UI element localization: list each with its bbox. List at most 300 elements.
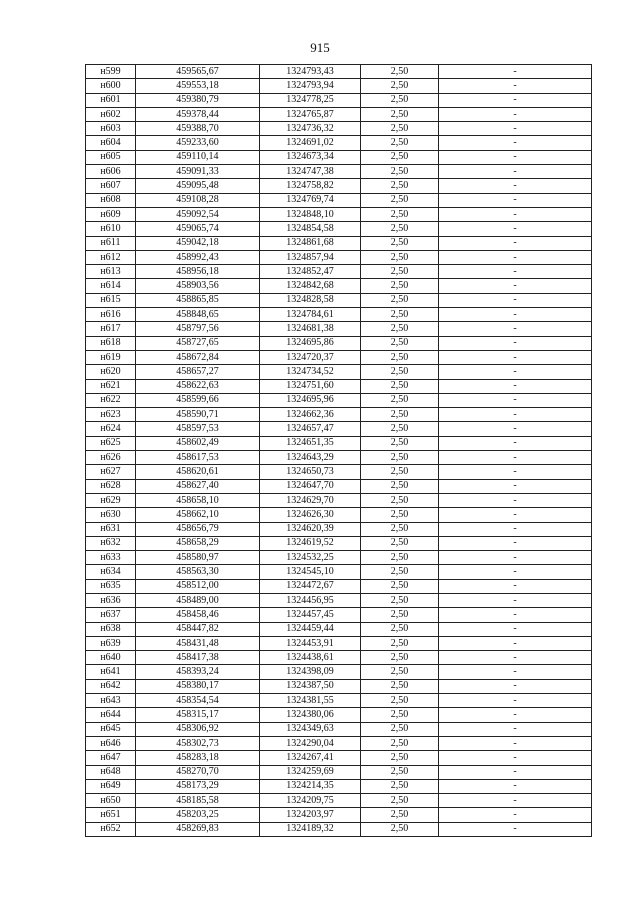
- point-id-cell: н640: [86, 651, 136, 665]
- y-coordinate-cell: 1324290,04: [260, 736, 361, 750]
- accuracy-cell: 2,50: [361, 250, 439, 264]
- y-coordinate-cell: 1324695,86: [260, 336, 361, 350]
- note-cell: -: [439, 122, 592, 136]
- note-cell: -: [439, 593, 592, 607]
- x-coordinate-cell: 458627,40: [136, 479, 260, 493]
- x-coordinate-cell: 458658,29: [136, 536, 260, 550]
- table-row: [86, 65, 592, 79]
- x-coordinate-cell: 459042,18: [136, 236, 260, 250]
- x-coordinate-cell: 459553,18: [136, 79, 260, 93]
- y-coordinate-cell: 1324203,97: [260, 808, 361, 822]
- accuracy-cell: 2,50: [361, 565, 439, 579]
- x-coordinate-cell: 458658,10: [136, 493, 260, 507]
- accuracy-cell: 2,50: [361, 636, 439, 650]
- table-row: [86, 393, 592, 407]
- accuracy-cell: 2,50: [361, 579, 439, 593]
- note-cell: -: [439, 493, 592, 507]
- note-cell: -: [439, 136, 592, 150]
- x-coordinate-cell: 458431,48: [136, 636, 260, 650]
- accuracy-cell: 2,50: [361, 736, 439, 750]
- point-id-cell: н650: [86, 794, 136, 808]
- y-coordinate-cell: 1324651,35: [260, 436, 361, 450]
- accuracy-cell: 2,50: [361, 193, 439, 207]
- point-id-cell: н652: [86, 822, 136, 836]
- note-cell: -: [439, 622, 592, 636]
- y-coordinate-cell: 1324734,52: [260, 365, 361, 379]
- point-id-cell: н612: [86, 250, 136, 264]
- y-coordinate-cell: 1324453,91: [260, 636, 361, 650]
- point-id-cell: н611: [86, 236, 136, 250]
- table-row: [86, 694, 592, 708]
- x-coordinate-cell: 458283,18: [136, 751, 260, 765]
- point-id-cell: н648: [86, 765, 136, 779]
- y-coordinate-cell: 1324784,61: [260, 308, 361, 322]
- note-cell: -: [439, 350, 592, 364]
- accuracy-cell: 2,50: [361, 808, 439, 822]
- point-id-cell: н637: [86, 608, 136, 622]
- y-coordinate-cell: 1324438,61: [260, 651, 361, 665]
- accuracy-cell: 2,50: [361, 179, 439, 193]
- y-coordinate-cell: 1324758,82: [260, 179, 361, 193]
- accuracy-cell: 2,50: [361, 508, 439, 522]
- table-row: [86, 79, 592, 93]
- point-id-cell: н599: [86, 65, 136, 79]
- point-id-cell: н638: [86, 622, 136, 636]
- point-id-cell: н620: [86, 365, 136, 379]
- x-coordinate-cell: 458489,00: [136, 593, 260, 607]
- point-id-cell: н600: [86, 79, 136, 93]
- point-id-cell: н631: [86, 522, 136, 536]
- accuracy-cell: 2,50: [361, 93, 439, 107]
- accuracy-cell: 2,50: [361, 679, 439, 693]
- accuracy-cell: 2,50: [361, 308, 439, 322]
- accuracy-cell: 2,50: [361, 593, 439, 607]
- accuracy-cell: 2,50: [361, 608, 439, 622]
- table-row: [86, 751, 592, 765]
- x-coordinate-cell: 458306,92: [136, 722, 260, 736]
- table-row: [86, 193, 592, 207]
- table-row: [86, 536, 592, 550]
- table-row: [86, 451, 592, 465]
- table-row: [86, 479, 592, 493]
- point-id-cell: н606: [86, 165, 136, 179]
- table-row: [86, 308, 592, 322]
- point-id-cell: н622: [86, 393, 136, 407]
- point-id-cell: н627: [86, 465, 136, 479]
- note-cell: -: [439, 436, 592, 450]
- table-row: [86, 779, 592, 793]
- x-coordinate-cell: 459065,74: [136, 222, 260, 236]
- note-cell: -: [439, 608, 592, 622]
- table-row: [86, 179, 592, 193]
- point-id-cell: н607: [86, 179, 136, 193]
- y-coordinate-cell: 1324695,96: [260, 393, 361, 407]
- y-coordinate-cell: 1324848,10: [260, 207, 361, 221]
- x-coordinate-cell: 458865,85: [136, 293, 260, 307]
- table-row: [86, 279, 592, 293]
- y-coordinate-cell: 1324662,36: [260, 408, 361, 422]
- note-cell: -: [439, 508, 592, 522]
- table-row: [86, 236, 592, 250]
- point-id-cell: н605: [86, 150, 136, 164]
- y-coordinate-cell: 1324456,95: [260, 593, 361, 607]
- point-id-cell: н632: [86, 536, 136, 550]
- point-id-cell: н625: [86, 436, 136, 450]
- y-coordinate-cell: 1324189,32: [260, 822, 361, 836]
- note-cell: -: [439, 365, 592, 379]
- note-cell: -: [439, 150, 592, 164]
- x-coordinate-cell: 458602,49: [136, 436, 260, 450]
- accuracy-cell: 2,50: [361, 165, 439, 179]
- x-coordinate-cell: 458622,63: [136, 379, 260, 393]
- table-row: [86, 565, 592, 579]
- table-row: [86, 651, 592, 665]
- accuracy-cell: 2,50: [361, 779, 439, 793]
- table-row: [86, 165, 592, 179]
- table-row: [86, 508, 592, 522]
- accuracy-cell: 2,50: [361, 136, 439, 150]
- accuracy-cell: 2,50: [361, 522, 439, 536]
- y-coordinate-cell: 1324828,58: [260, 293, 361, 307]
- note-cell: -: [439, 322, 592, 336]
- x-coordinate-cell: 458315,17: [136, 708, 260, 722]
- x-coordinate-cell: 458848,65: [136, 308, 260, 322]
- table-row: [86, 722, 592, 736]
- note-cell: -: [439, 451, 592, 465]
- accuracy-cell: 2,50: [361, 207, 439, 221]
- table-row: [86, 665, 592, 679]
- accuracy-cell: 2,50: [361, 150, 439, 164]
- accuracy-cell: 2,50: [361, 365, 439, 379]
- y-coordinate-cell: 1324398,09: [260, 665, 361, 679]
- x-coordinate-cell: 458458,46: [136, 608, 260, 622]
- point-id-cell: н623: [86, 408, 136, 422]
- x-coordinate-cell: 458270,70: [136, 765, 260, 779]
- note-cell: -: [439, 379, 592, 393]
- table-row: [86, 122, 592, 136]
- table-row: [86, 708, 592, 722]
- accuracy-cell: 2,50: [361, 222, 439, 236]
- point-id-cell: н642: [86, 679, 136, 693]
- point-id-cell: н604: [86, 136, 136, 150]
- x-coordinate-cell: 458580,97: [136, 551, 260, 565]
- note-cell: -: [439, 579, 592, 593]
- note-cell: -: [439, 794, 592, 808]
- x-coordinate-cell: 459108,28: [136, 193, 260, 207]
- note-cell: -: [439, 236, 592, 250]
- y-coordinate-cell: 1324214,35: [260, 779, 361, 793]
- x-coordinate-cell: 458185,58: [136, 794, 260, 808]
- point-id-cell: н626: [86, 451, 136, 465]
- accuracy-cell: 2,50: [361, 622, 439, 636]
- table-row: [86, 822, 592, 836]
- x-coordinate-cell: 458447,82: [136, 622, 260, 636]
- note-cell: -: [439, 93, 592, 107]
- x-coordinate-cell: 459388,70: [136, 122, 260, 136]
- y-coordinate-cell: 1324457,45: [260, 608, 361, 622]
- x-coordinate-cell: 458173,29: [136, 779, 260, 793]
- accuracy-cell: 2,50: [361, 422, 439, 436]
- table-row: [86, 150, 592, 164]
- y-coordinate-cell: 1324657,47: [260, 422, 361, 436]
- accuracy-cell: 2,50: [361, 493, 439, 507]
- x-coordinate-cell: 458656,79: [136, 522, 260, 536]
- note-cell: -: [439, 479, 592, 493]
- note-cell: -: [439, 193, 592, 207]
- x-coordinate-cell: 458992,43: [136, 250, 260, 264]
- note-cell: -: [439, 779, 592, 793]
- x-coordinate-cell: 458512,00: [136, 579, 260, 593]
- point-id-cell: н635: [86, 579, 136, 593]
- x-coordinate-cell: 459565,67: [136, 65, 260, 79]
- note-cell: -: [439, 250, 592, 264]
- y-coordinate-cell: 1324629,70: [260, 493, 361, 507]
- table-row: [86, 551, 592, 565]
- x-coordinate-cell: 458672,84: [136, 350, 260, 364]
- note-cell: -: [439, 765, 592, 779]
- accuracy-cell: 2,50: [361, 408, 439, 422]
- note-cell: -: [439, 651, 592, 665]
- table-row: [86, 765, 592, 779]
- y-coordinate-cell: 1324259,69: [260, 765, 361, 779]
- point-id-cell: н628: [86, 479, 136, 493]
- accuracy-cell: 2,50: [361, 279, 439, 293]
- table-row: [86, 250, 592, 264]
- x-coordinate-cell: 458393,24: [136, 665, 260, 679]
- accuracy-cell: 2,50: [361, 765, 439, 779]
- y-coordinate-cell: 1324765,87: [260, 107, 361, 121]
- note-cell: -: [439, 107, 592, 121]
- y-coordinate-cell: 1324459,44: [260, 622, 361, 636]
- table-row: [86, 293, 592, 307]
- y-coordinate-cell: 1324793,43: [260, 65, 361, 79]
- x-coordinate-cell: 458797,56: [136, 322, 260, 336]
- accuracy-cell: 2,50: [361, 479, 439, 493]
- table-row: [86, 265, 592, 279]
- point-id-cell: н602: [86, 107, 136, 121]
- y-coordinate-cell: 1324857,94: [260, 250, 361, 264]
- x-coordinate-cell: 458597,53: [136, 422, 260, 436]
- table-row: [86, 736, 592, 750]
- y-coordinate-cell: 1324545,10: [260, 565, 361, 579]
- x-coordinate-cell: 459095,48: [136, 179, 260, 193]
- table-row: [86, 636, 592, 650]
- table-row: [86, 622, 592, 636]
- note-cell: -: [439, 279, 592, 293]
- note-cell: -: [439, 636, 592, 650]
- y-coordinate-cell: 1324778,25: [260, 93, 361, 107]
- accuracy-cell: 2,50: [361, 236, 439, 250]
- x-coordinate-cell: 459378,44: [136, 107, 260, 121]
- x-coordinate-cell: 458727,65: [136, 336, 260, 350]
- y-coordinate-cell: 1324691,02: [260, 136, 361, 150]
- point-id-cell: н610: [86, 222, 136, 236]
- point-id-cell: н647: [86, 751, 136, 765]
- table-row: [86, 679, 592, 693]
- accuracy-cell: 2,50: [361, 822, 439, 836]
- point-id-cell: н614: [86, 279, 136, 293]
- note-cell: -: [439, 165, 592, 179]
- note-cell: -: [439, 293, 592, 307]
- point-id-cell: н643: [86, 694, 136, 708]
- x-coordinate-cell: 458590,71: [136, 408, 260, 422]
- accuracy-cell: 2,50: [361, 293, 439, 307]
- point-id-cell: н639: [86, 636, 136, 650]
- table-row: [86, 222, 592, 236]
- accuracy-cell: 2,50: [361, 122, 439, 136]
- x-coordinate-cell: 458599,66: [136, 393, 260, 407]
- note-cell: -: [439, 522, 592, 536]
- note-cell: -: [439, 808, 592, 822]
- note-cell: -: [439, 207, 592, 221]
- y-coordinate-cell: 1324267,41: [260, 751, 361, 765]
- accuracy-cell: 2,50: [361, 651, 439, 665]
- point-id-cell: н601: [86, 93, 136, 107]
- point-id-cell: н609: [86, 207, 136, 221]
- accuracy-cell: 2,50: [361, 722, 439, 736]
- y-coordinate-cell: 1324209,75: [260, 794, 361, 808]
- y-coordinate-cell: 1324387,50: [260, 679, 361, 693]
- accuracy-cell: 2,50: [361, 794, 439, 808]
- y-coordinate-cell: 1324643,29: [260, 451, 361, 465]
- accuracy-cell: 2,50: [361, 465, 439, 479]
- table-row: [86, 93, 592, 107]
- table-row: [86, 107, 592, 121]
- x-coordinate-cell: 459380,79: [136, 93, 260, 107]
- table-row: [86, 465, 592, 479]
- y-coordinate-cell: 1324842,68: [260, 279, 361, 293]
- point-id-cell: н621: [86, 379, 136, 393]
- x-coordinate-cell: 458662,10: [136, 508, 260, 522]
- note-cell: -: [439, 265, 592, 279]
- y-coordinate-cell: 1324619,52: [260, 536, 361, 550]
- point-id-cell: н633: [86, 551, 136, 565]
- point-id-cell: н624: [86, 422, 136, 436]
- point-id-cell: н615: [86, 293, 136, 307]
- point-id-cell: н644: [86, 708, 136, 722]
- point-id-cell: н641: [86, 665, 136, 679]
- table-row: [86, 136, 592, 150]
- y-coordinate-cell: 1324852,47: [260, 265, 361, 279]
- accuracy-cell: 2,50: [361, 322, 439, 336]
- x-coordinate-cell: 458903,56: [136, 279, 260, 293]
- note-cell: -: [439, 551, 592, 565]
- note-cell: -: [439, 422, 592, 436]
- x-coordinate-cell: 459092,54: [136, 207, 260, 221]
- y-coordinate-cell: 1324349,63: [260, 722, 361, 736]
- point-id-cell: н636: [86, 593, 136, 607]
- x-coordinate-cell: 458657,27: [136, 365, 260, 379]
- x-coordinate-cell: 458302,73: [136, 736, 260, 750]
- note-cell: -: [439, 736, 592, 750]
- x-coordinate-cell: 458620,61: [136, 465, 260, 479]
- x-coordinate-cell: 458380,17: [136, 679, 260, 693]
- point-id-cell: н646: [86, 736, 136, 750]
- note-cell: -: [439, 708, 592, 722]
- point-id-cell: н629: [86, 493, 136, 507]
- y-coordinate-cell: 1324673,34: [260, 150, 361, 164]
- table-row: [86, 336, 592, 350]
- x-coordinate-cell: 458956,18: [136, 265, 260, 279]
- note-cell: -: [439, 179, 592, 193]
- table-row: [86, 493, 592, 507]
- note-cell: -: [439, 665, 592, 679]
- note-cell: -: [439, 393, 592, 407]
- note-cell: -: [439, 536, 592, 550]
- accuracy-cell: 2,50: [361, 379, 439, 393]
- x-coordinate-cell: 458354,54: [136, 694, 260, 708]
- accuracy-cell: 2,50: [361, 393, 439, 407]
- y-coordinate-cell: 1324747,38: [260, 165, 361, 179]
- accuracy-cell: 2,50: [361, 665, 439, 679]
- note-cell: -: [439, 222, 592, 236]
- point-id-cell: н630: [86, 508, 136, 522]
- accuracy-cell: 2,50: [361, 751, 439, 765]
- point-id-cell: н616: [86, 308, 136, 322]
- y-coordinate-cell: 1324381,55: [260, 694, 361, 708]
- x-coordinate-cell: 458563,30: [136, 565, 260, 579]
- y-coordinate-cell: 1324620,39: [260, 522, 361, 536]
- accuracy-cell: 2,50: [361, 107, 439, 121]
- accuracy-cell: 2,50: [361, 436, 439, 450]
- note-cell: -: [439, 565, 592, 579]
- y-coordinate-cell: 1324769,74: [260, 193, 361, 207]
- accuracy-cell: 2,50: [361, 350, 439, 364]
- table-row: [86, 608, 592, 622]
- table-row: [86, 593, 592, 607]
- accuracy-cell: 2,50: [361, 336, 439, 350]
- note-cell: -: [439, 408, 592, 422]
- point-id-cell: н618: [86, 336, 136, 350]
- x-coordinate-cell: 458269,83: [136, 822, 260, 836]
- point-id-cell: н645: [86, 722, 136, 736]
- point-id-cell: н649: [86, 779, 136, 793]
- note-cell: -: [439, 694, 592, 708]
- table-row: [86, 579, 592, 593]
- y-coordinate-cell: 1324472,67: [260, 579, 361, 593]
- y-coordinate-cell: 1324793,94: [260, 79, 361, 93]
- y-coordinate-cell: 1324532,25: [260, 551, 361, 565]
- y-coordinate-cell: 1324626,30: [260, 508, 361, 522]
- note-cell: -: [439, 722, 592, 736]
- note-cell: -: [439, 751, 592, 765]
- note-cell: -: [439, 308, 592, 322]
- y-coordinate-cell: 1324854,58: [260, 222, 361, 236]
- table-row: [86, 350, 592, 364]
- accuracy-cell: 2,50: [361, 708, 439, 722]
- x-coordinate-cell: 459233,60: [136, 136, 260, 150]
- note-cell: -: [439, 679, 592, 693]
- x-coordinate-cell: 458203,25: [136, 808, 260, 822]
- y-coordinate-cell: 1324647,70: [260, 479, 361, 493]
- point-id-cell: н617: [86, 322, 136, 336]
- y-coordinate-cell: 1324380,06: [260, 708, 361, 722]
- note-cell: -: [439, 822, 592, 836]
- accuracy-cell: 2,50: [361, 65, 439, 79]
- table-row: [86, 365, 592, 379]
- table-row: [86, 322, 592, 336]
- table-row: [86, 207, 592, 221]
- point-id-cell: н651: [86, 808, 136, 822]
- accuracy-cell: 2,50: [361, 551, 439, 565]
- point-id-cell: н613: [86, 265, 136, 279]
- point-id-cell: н603: [86, 122, 136, 136]
- note-cell: -: [439, 79, 592, 93]
- y-coordinate-cell: 1324751,60: [260, 379, 361, 393]
- page-number: 915: [310, 40, 330, 55]
- note-cell: -: [439, 465, 592, 479]
- coordinates-table: [85, 64, 592, 837]
